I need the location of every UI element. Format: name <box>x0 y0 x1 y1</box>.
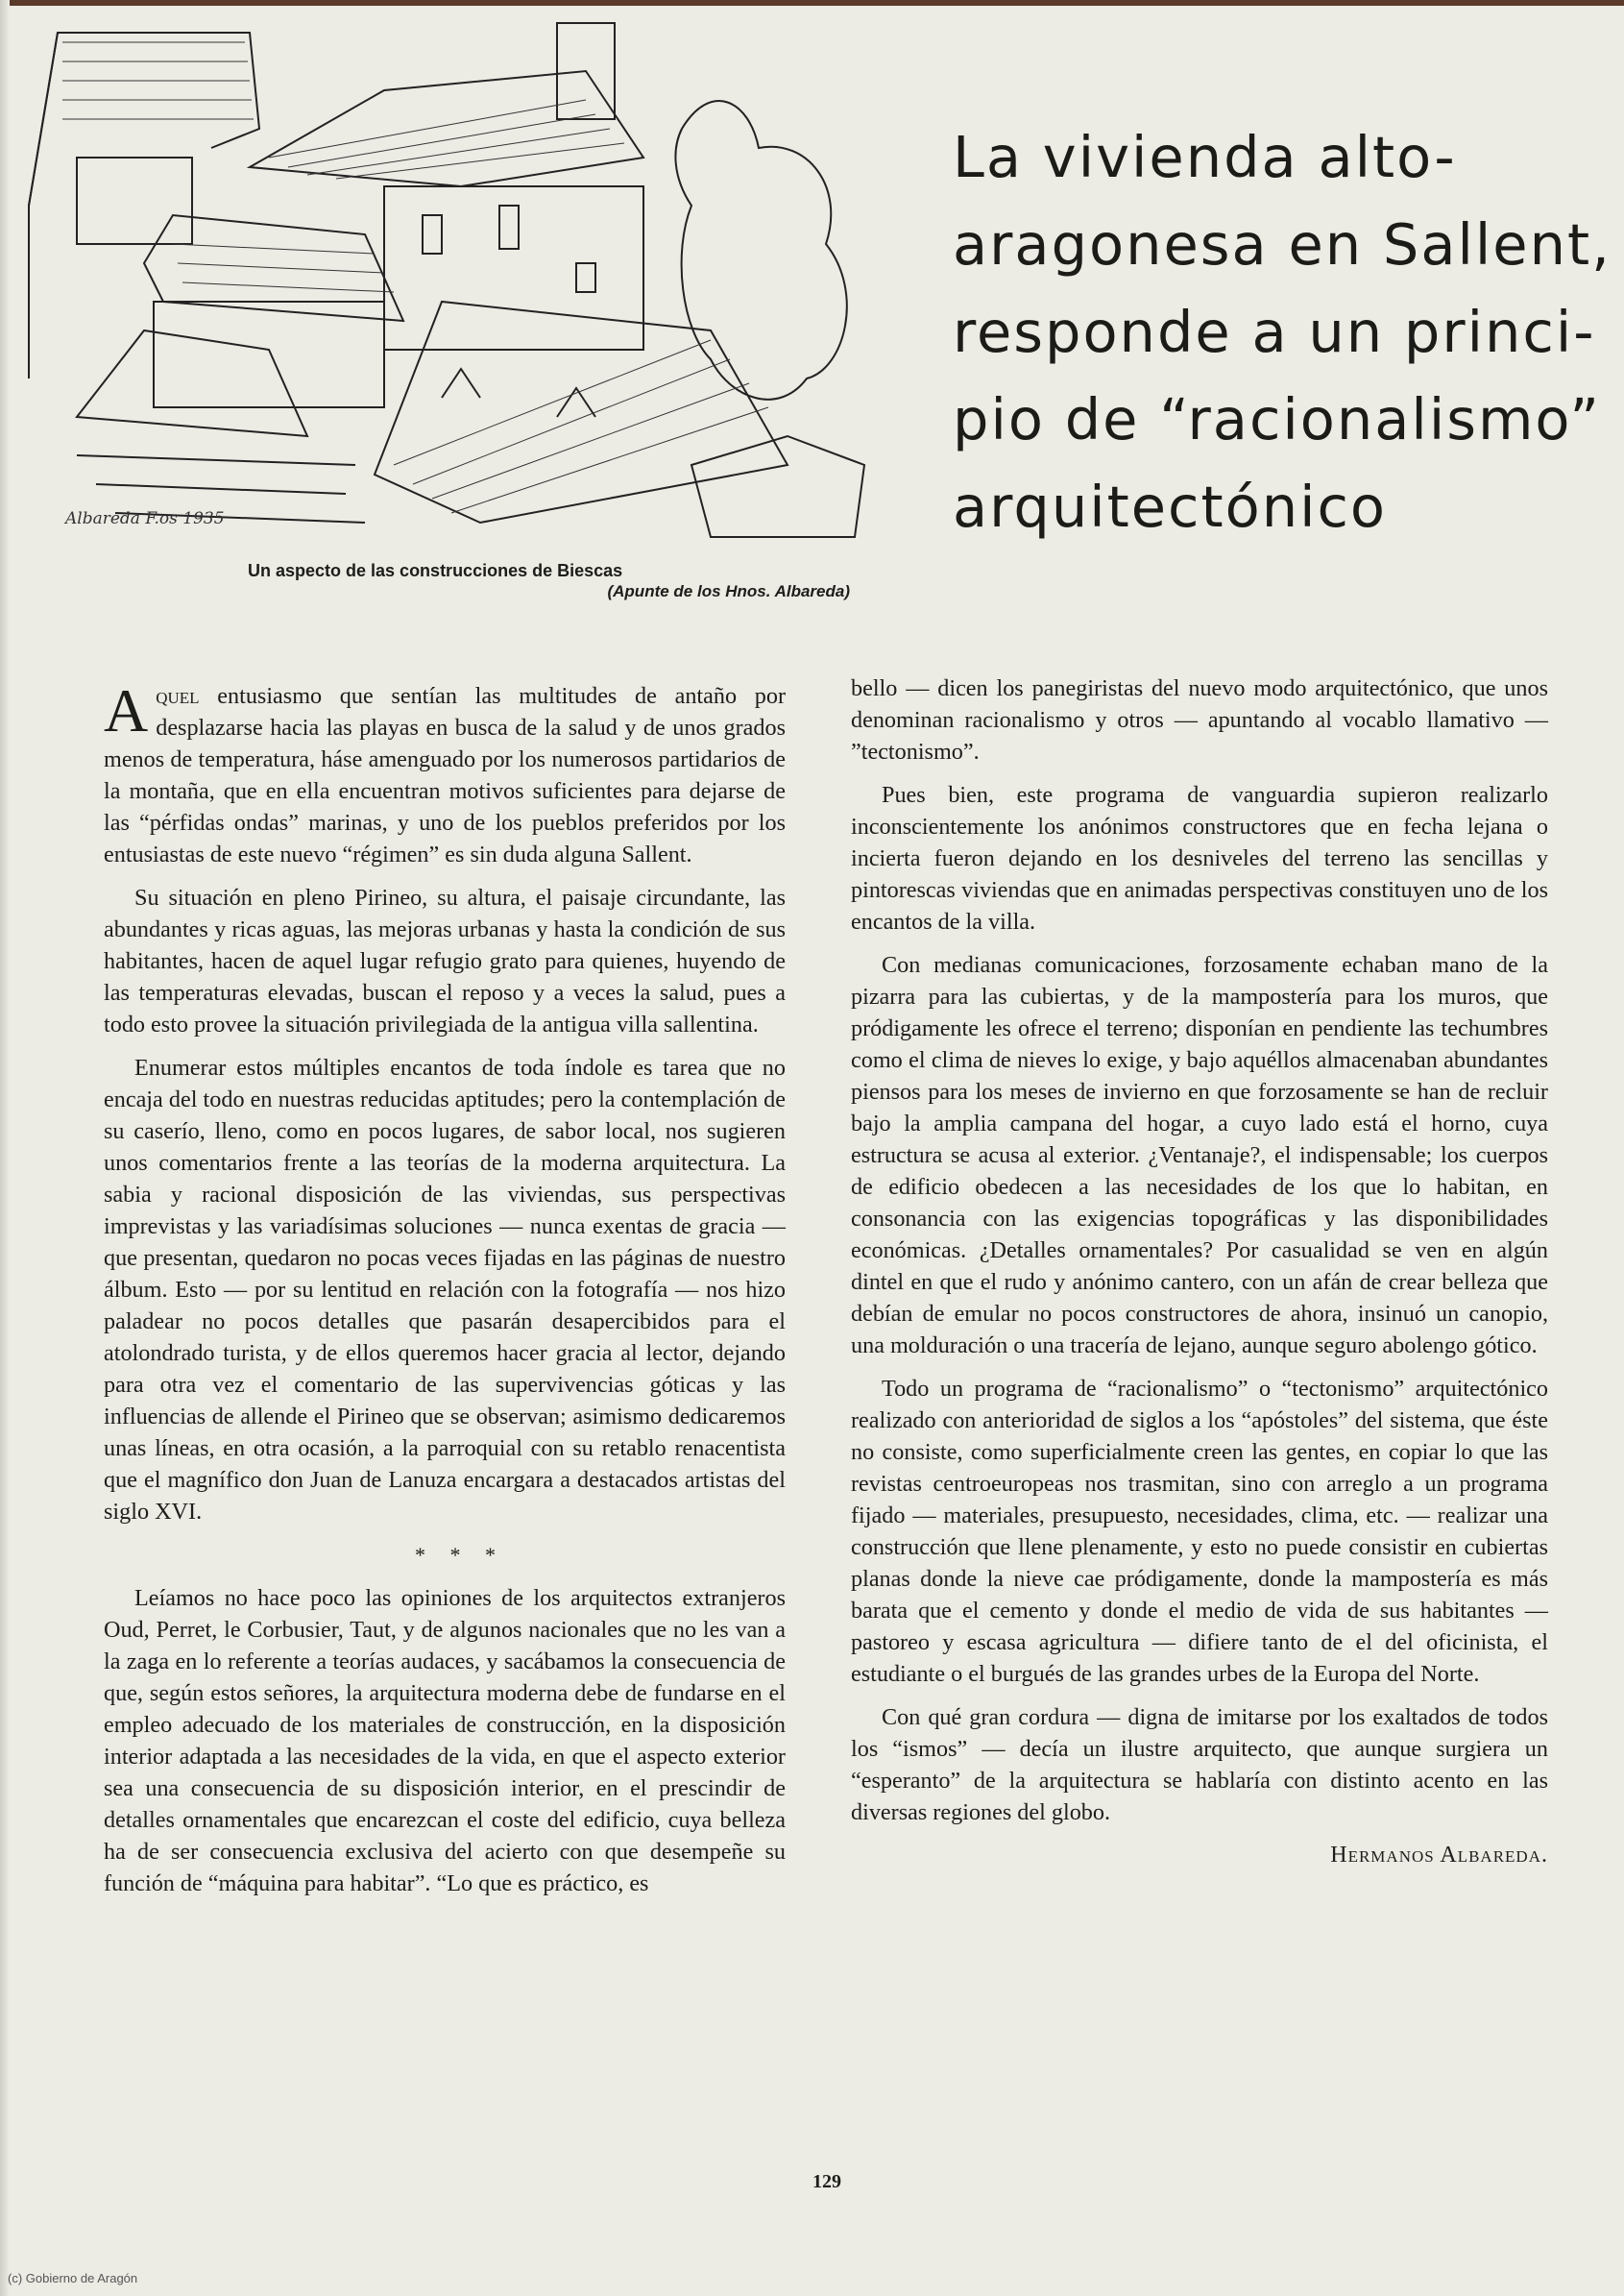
page-top-edge <box>0 0 1624 6</box>
paragraph-1 <box>104 676 787 870</box>
paragraph-8: Con qué gran cordura — digna de imitarse por los exaltados de todos los “ismos” — decía un ilustre arquitecto, que aunque surgiera un “esperanto” de la arquitectura se hablaría con distinto acento en las diversas regiones del globo. <box>851 1704 1548 1825</box>
title-line: aragonesa en Sallent, <box>953 211 1612 278</box>
illustration-credit: (Apunte de los Hnos. Albareda) <box>607 582 850 600</box>
title-line: pio de “racionalismo” <box>953 386 1601 452</box>
page-number: 129 <box>812 2171 841 2192</box>
paragraph-5: Pues bien, este programa de vanguardia supieron realizarlo inconscientemente los anónimos constructores que en fecha lejana o incierta fueron dejando en los desniveles del terreno las sencillas y pintorescas viviendas que en animadas perspectivas constituyen uno de los encantos de la villa. <box>851 782 1548 935</box>
article-left-column <box>104 676 787 1911</box>
title-line: arquitectónico <box>953 474 1388 540</box>
illustration-signature: Albareda F.os 1935 <box>65 509 225 528</box>
title-line: responde a un princi- <box>953 299 1596 365</box>
drop-cap: A <box>104 676 149 745</box>
village-sketch-illustration <box>19 13 874 542</box>
paragraph-7: Todo un programa de “racionalismo” o “tectonismo” arquitectónico realizado con anterioridad de siglos a los “apóstoles” del sistema, que éste no consiste, como superficialmente creen las gentes, en copiar lo que las revistas centroeuropeas nos trasmitan, sino con arreglo a un programa fijado — materiales, presupuesto, necesidades, clima, etc. — realizar una construcción que llene plenamente, y esto no puede consistir en cubiertas planas donde la nieve cae pródigamente, donde la mampostería es más barata que el cemento y donde el medio de vida de sus habitantes — pastoreo y escasa agricultura — difiere tanto de el del oficinista, el estudiante o el burgués de las grandes urbes de la Europa del Norte. <box>851 1376 1548 1687</box>
page-left-edge <box>0 0 10 2296</box>
paragraph-4: Leíamos no hace poco las opiniones de los arquitectos extranjeros Oud, Perret, le Corbusier, Taut, y de algunos nacionales que no les van a la zaga en lo referente a teorías audaces, y sacábamos la consecuencia de que, según estos señores, la arquitectura moderna debe de fundarse en el empleo adecuado de los materiales de construcción, en la disposición interior adaptada a las necesidades de la vida, en que el aspecto exterior sea una consecuencia de su disposición interior, en el prescindir de detalles ornamentales que encarezcan el coste del edificio, cuya belleza ha de ser consecuencia exclusiva del acierto con que desempeñe su función de “máquina para habitar”. “Lo que es práctico, es <box>104 1585 786 1896</box>
section-separator: * * * <box>415 1543 505 1567</box>
opening-word: quel <box>156 683 200 709</box>
article-title <box>953 113 1612 550</box>
paragraph-3: Enumerar estos múltiples encantos de toda índole es tarea que no encaja del todo en nuestras reducidas aptitudes; pero la contemplación de su caserío, lleno, como en pocos lugares, de sabor local, nos sugieren unos comentarios frente a las teorías de la moderna arquitectura. La sabia y racional disposición de las viviendas, sus perspectivas imprevistas y las variadísimas soluciones — nunca exentas de gracia — que presentan, quedaron no pocas veces fijadas en las páginas de nuestro álbum. Esto — por su lentitud en relación con la fotografía — nos hizo paladear no pocos detalles que pasarán desapercibidos para el atolondrado turista, y de ellos queremos hacer gracia al lector, dejando para otra vez el comentario de las supervivencias góticas y las influencias de allende el Pirineo que se observan; asimismo dedicaremos unas líneas, en otra ocasión, a la parroquial con su retablo renacentista que el magnífico don Juan de Lanuza encargara a destacados artistas del siglo XVI. <box>104 1055 786 1525</box>
article-right-column <box>851 672 1548 1883</box>
paragraph-1-text: entusiasmo que sentían las multitudes de antaño por desplazarse hacia las playas en busca de la salud y de unos grados menos de temperatura, háse amenguado por los numerosos partidarios de la montaña, que en ella encuentran motivos suficientes para dejarse de las “pérfidas ondas” marinas, y uno de los pueblos preferidos por los entusiastas de este nuevo “régimen” es sin duda alguna Sallent. <box>104 683 787 867</box>
paragraph-6: Con medianas comunicaciones, forzosamente echaban mano de la pizarra para las cubiertas, y de la mampostería para los muros, que pródigamente les ofrece el terreno; disponían en pendiente las techumbres como el clima de nieves lo exige, y bajo aquéllos almacenaban abundantes piensos para los meses de invierno en que forzosamente se han de recluir bajo la amplia campana del hogar, a cuyo lado está el horno, cuya estructura se acusa al exterior. ¿Ventanaje?, el indispensable; los cuerpos de edificio obedecen a las necesidades de los que lo habitan, en consonancia con las exigencias topográficas y las disponibilidades económicas. ¿Detalles ornamentales? Por casualidad se ven en algún dintel en que el rudo y anónimo cantero, con un afán de crear belleza que debían de emular no pocos constructores de ahora, insinuó un canopio, una molduración o una tracería de lejano, aunque seguro abolengo gótico. <box>851 952 1548 1358</box>
paragraph-4-continued: bello — dicen los panegiristas del nuevo modo arquitectónico, que unos denominan racionalismo y otros — apuntando al vocablo llamativo — ”tectonismo”. <box>851 675 1548 765</box>
paragraph-2: Su situación en pleno Pirineo, su altura, el paisaje circundante, las abundantes y ricas aguas, las mejoras urbanas y hasta la condición de sus habitantes, hacen de aquel lugar refugio grato para quienes, huyendo de las temperaturas elevadas, buscan el reposo y a veces la salud, pues a todo esto provee la situación privilegiada de la antigua villa sallentina. <box>104 885 786 1038</box>
article-author: Hermanos Albareda. <box>1330 1843 1548 1868</box>
illustration-caption: Un aspecto de las construcciones de Biescas <box>248 561 623 580</box>
title-line: La vivienda alto- <box>953 124 1457 190</box>
copyright-notice: (c) Gobierno de Aragón <box>8 2271 138 2285</box>
